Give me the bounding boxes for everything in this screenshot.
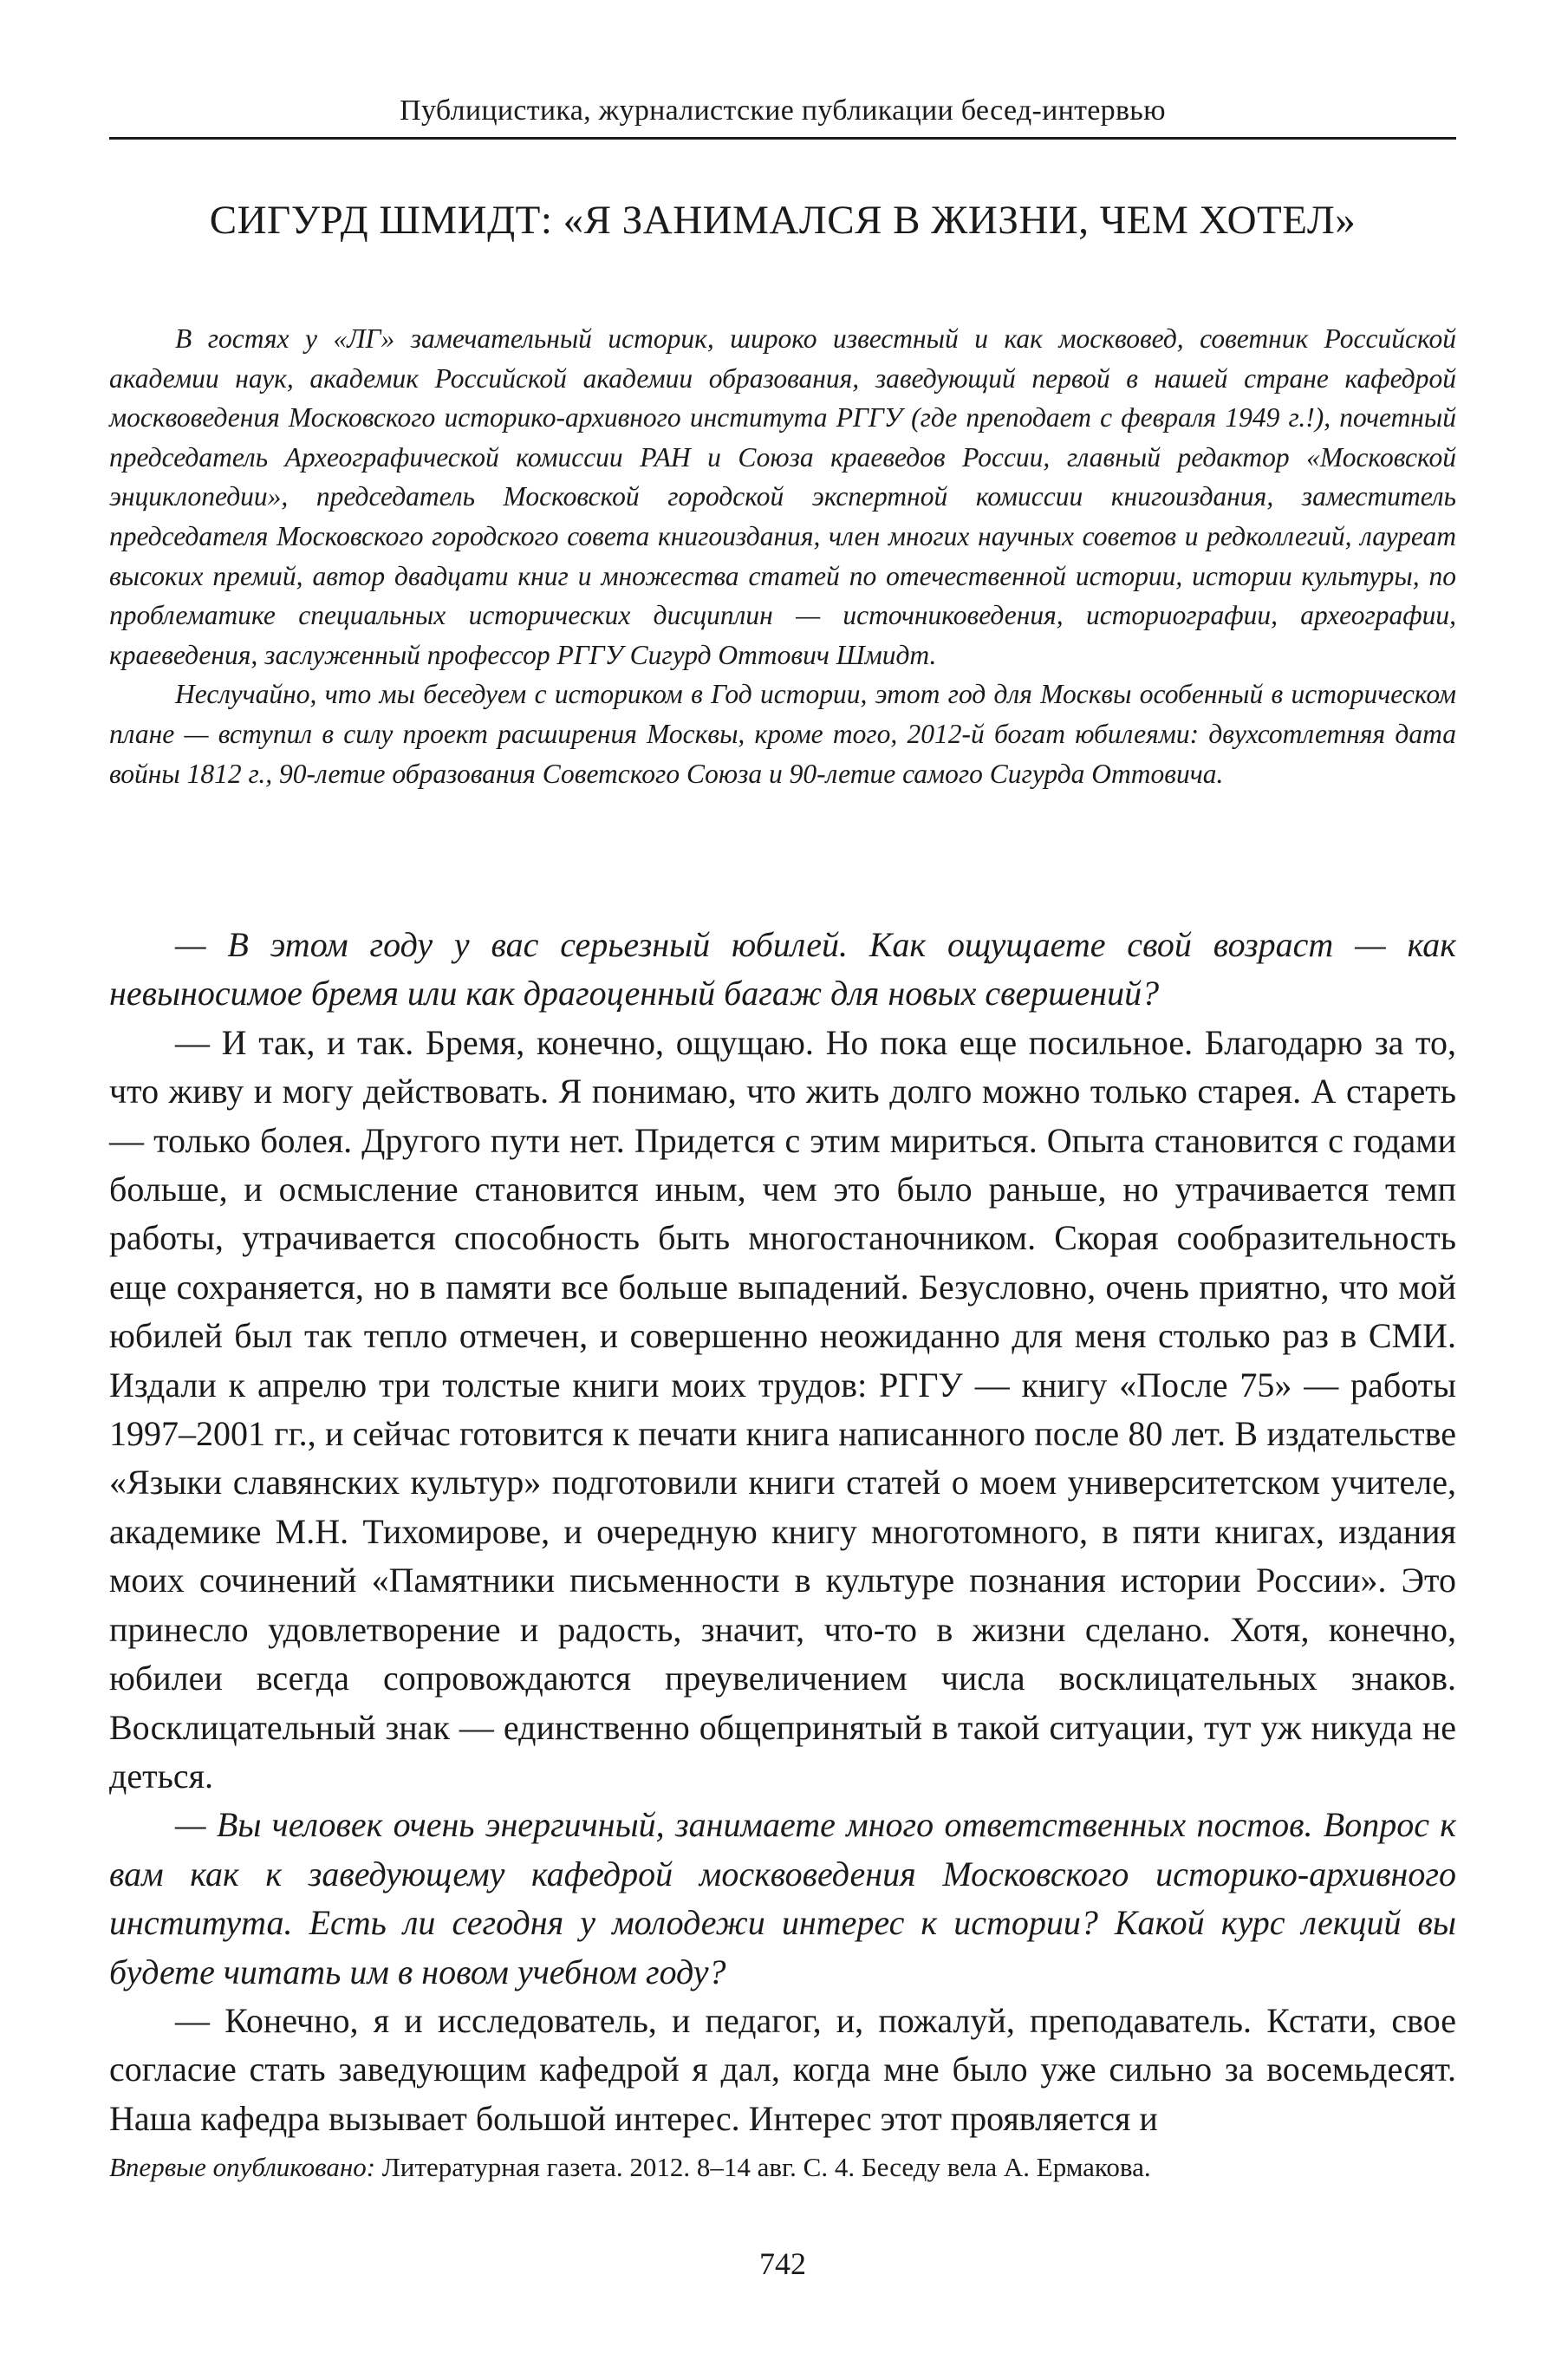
page-number: 742: [759, 2246, 806, 2281]
interview-answer: — Конечно, я и исследователь, и педагог, и, пожалуй, преподаватель. Кстати, свое согласие стать заведующим кафедрой я дал, когда мне было уже сильно за восемьдесят. Наша кафедра вызывает большой интерес. Интерес этот проявляется и: [109, 2000, 1456, 2138]
publication-footnote: [109, 2150, 1456, 2185]
intro-paragraph: В гостях у «ЛГ» замечательный историк, широко известный и как москвовед, советник Российской академии наук, академик Российской академии образования, заведующий первой в нашей стране кафедрой москвоведения Московского историко-архивного института РГГУ (где преподает с февраля 1949 г.!), почетный председатель Археографической комиссии РАН и Союза краеведов России, главный редактор «Московской энциклопедии», председатель Московской городской экспертной комиссии книгоиздания, заместитель председателя Московского городского совета книгоиздания, член многих научных советов и редколлегий, лауреат высоких премий, автор двадцати книг и множества статей по отечественной истории, истории культуры, по проблематике специальных исторических дисциплин — источниковедения, историографии, археографии, краеведения, заслуженный профессор РГГУ Сигурд Оттович Шмидт.: [109, 323, 1456, 670]
header-rule: [109, 137, 1456, 140]
footnote-text: Литературная газета. 2012. 8–14 авг. С. 4. Беседу вела А. Ермакова.: [375, 2152, 1151, 2182]
intro-lead: [109, 319, 1456, 793]
article-title: СИГУРД ШМИДТ: «Я ЗАНИМАЛСЯ В ЖИЗНИ, ЧЕМ ХОТЕЛ»: [209, 198, 1357, 243]
interview-body: [109, 921, 1456, 2143]
interview-question: — Вы человек очень энергичный, занимаете много ответственных постов. Вопрос к вам как к заведующему кафедрой москвоведения Московского историко-архивного института. Есть ли сегодня у молодежи интерес к истории? Какой курс лекций вы будете читать им в новом учебном году?: [109, 1805, 1456, 1991]
interview-answer: — И так, и так. Бремя, конечно, ощущаю. Но пока еще посильное. Благодарю за то, что живу и могу действовать. Я понимаю, что жить долго можно только старея. А стареть — только болея. Другого пути нет. Придется с этим мириться. Опыта становится с годами больше, и осмысление становится иным, чем это было раньше, но утрачивается темп работы, утрачивается способность быть многостаночником. Скорая сообразительность еще сохраняется, но в памяти все больше выпадений. Безусловно, очень приятно, что мой юбилей был так тепло отмечен, и совершенно неожиданно для меня столько раз в СМИ. Издали к апрелю три толстые книги моих трудов: РГГУ — книгу «После 75» — работы 1997–2001 гг., и сейчас готовится к печати книга написанного после 80 лет. В издательстве «Языки славянских культур» подготовили книги статей о моем университетском учителе, академике М.Н. Тихомирове, и очередную книгу многотомного, в пяти книгах, издания моих сочинений «Памятники письменности в культуре познания истории России». Это принесло удовлетворение и радость, значит, что-то в жизни сделано. Хотя, конечно, юбилеи всегда сопровождаются преувеличением числа восклицательных знаков. Восклицательный знак — единственно общепринятый в такой ситуации, тут уж никуда не деться.: [109, 1022, 1456, 1796]
running-header: Публицистика, журналистские публикации бесед-интервью: [400, 95, 1166, 127]
footnote-lead: Впервые опубликовано:: [109, 2152, 376, 2182]
intro-paragraph: Неслучайно, что мы беседуем с историком в Год истории, этот год для Москвы особенный в историческом плане — вступил в силу проект расширения Москвы, кроме того, 2012-й богат юбилеями: двухсотлетняя дата войны 1812 г., 90-летие образования Советского Союза и 90-летие самого Сигурда Оттовича.: [109, 679, 1456, 789]
interview-question: — В этом году у вас серьезный юбилей. Как ощущаете свой возраст — как невыносимое бремя или как драгоценный багаж для новых свершений?: [109, 925, 1456, 1014]
